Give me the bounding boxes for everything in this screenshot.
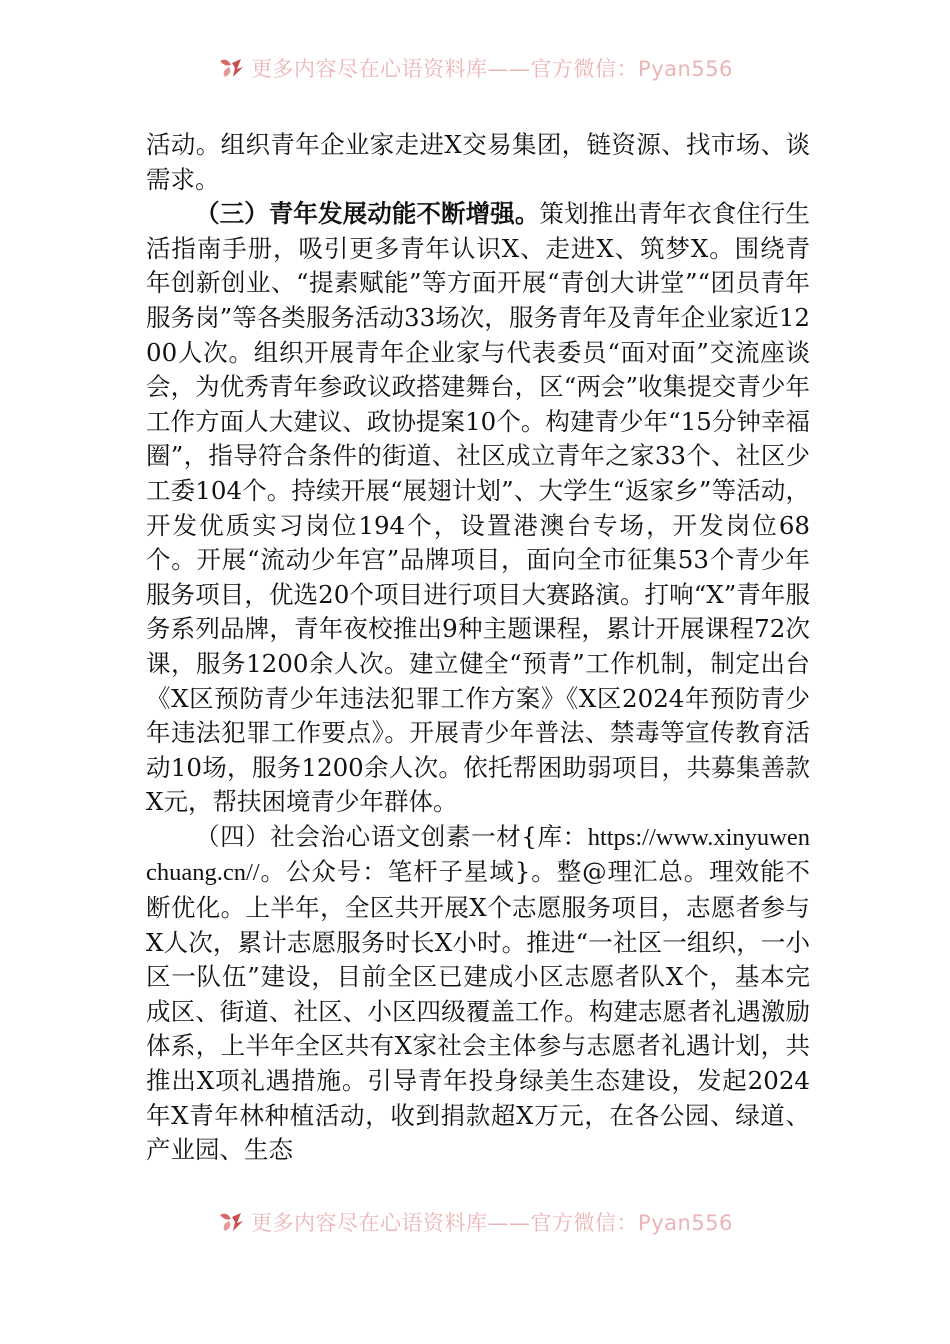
watermark-header bbox=[0, 48, 950, 88]
watermark-text: 更多内容尽在心语资料库——官方微信：Pyan556 bbox=[251, 57, 733, 81]
watermark-text: 更多内容尽在心语资料库——官方微信：Pyan556 bbox=[251, 1211, 733, 1235]
paragraph-2 bbox=[146, 197, 810, 820]
paragraph-3 bbox=[146, 820, 810, 1168]
document-body bbox=[146, 128, 810, 1168]
website-url: https://www.xinyuwenchuang.cn// bbox=[146, 823, 810, 887]
watermark-logo-icon bbox=[217, 1211, 245, 1233]
paragraph-3-text-before-url: （四）社会治心语文创素一材{库： bbox=[195, 821, 588, 851]
paragraph-2-text: 策划推出青年衣食住行生活指南手册，吸引更多青年认识X、走进X、筑梦X。围绕青年创新创业、“提素赋能”等方面开展“青创大讲堂”“团员青年服务岗”等各类服务活动33场次，服务青年及青年企业家近1200人次。组织开展青年企业家与代表委员“面对面”交流座谈会，为优秀青年参政议政搭建舞台，区“两会”收集提交青少年工作方面人大建议、政协提案10个。构建青少年“15分钟幸福圈”，指导符合条件的街道、社区成立青年之家33个、社区少工委104个。持续开展“展翅计划”、大学生“返家乡”等活动，开发优质实习岗位194个，设置港澳台专场，开发岗位68个。开展“流动少年宫”品牌项目，面向全市征集53个青少年服务项目，优选20个项目进行项目大赛路演。打响“X”青年服务系列品牌，青年夜校推出9种主题课程，累计开展课程72次课，服务1200余人次。建立健全“预青”工作机制，制定出台《X区预防青少年违法犯罪工作方案》《X区2024年预防青少年违法犯罪工作要点》。开展青少年普法、禁毒等宣传教育活动10场，服务1200余人次。依托帮困助弱项目，共募集善款X元，帮扶困境青少年群体。 bbox=[146, 199, 811, 817]
paragraph-1-text: 活动。组织青年企业家走进X交易集团，链资源、找市场、谈需求。 bbox=[146, 130, 810, 194]
section-3-heading: （三）青年发展动能不断增强。 bbox=[195, 199, 540, 229]
watermark-footer bbox=[0, 1202, 950, 1242]
paragraph-1 bbox=[146, 128, 810, 197]
watermark-logo-icon bbox=[217, 57, 245, 79]
paragraph-3-text-after-url: 。公众号：笔杆子星域}。整@理汇总。理效能不断优化。上半年，全区共开展X个志愿服务项目，志愿者参与X人次，累计志愿服务时长X小时。推进“一社区一组织，一小区一队伍”建设，目前全区已建成小区志愿者队X个，基本完成区、街道、社区、小区四级覆盖工作。构建志愿者礼遇激励体系，上半年全区共有X家社会主体参与志愿者礼遇计划，共推出X项礼遇措施。引导青年投身绿美生态建设，发起2024年X青年林种植活动，收到捐款超X万元，在各公园、绿道、产业园、生态 bbox=[146, 857, 810, 1165]
